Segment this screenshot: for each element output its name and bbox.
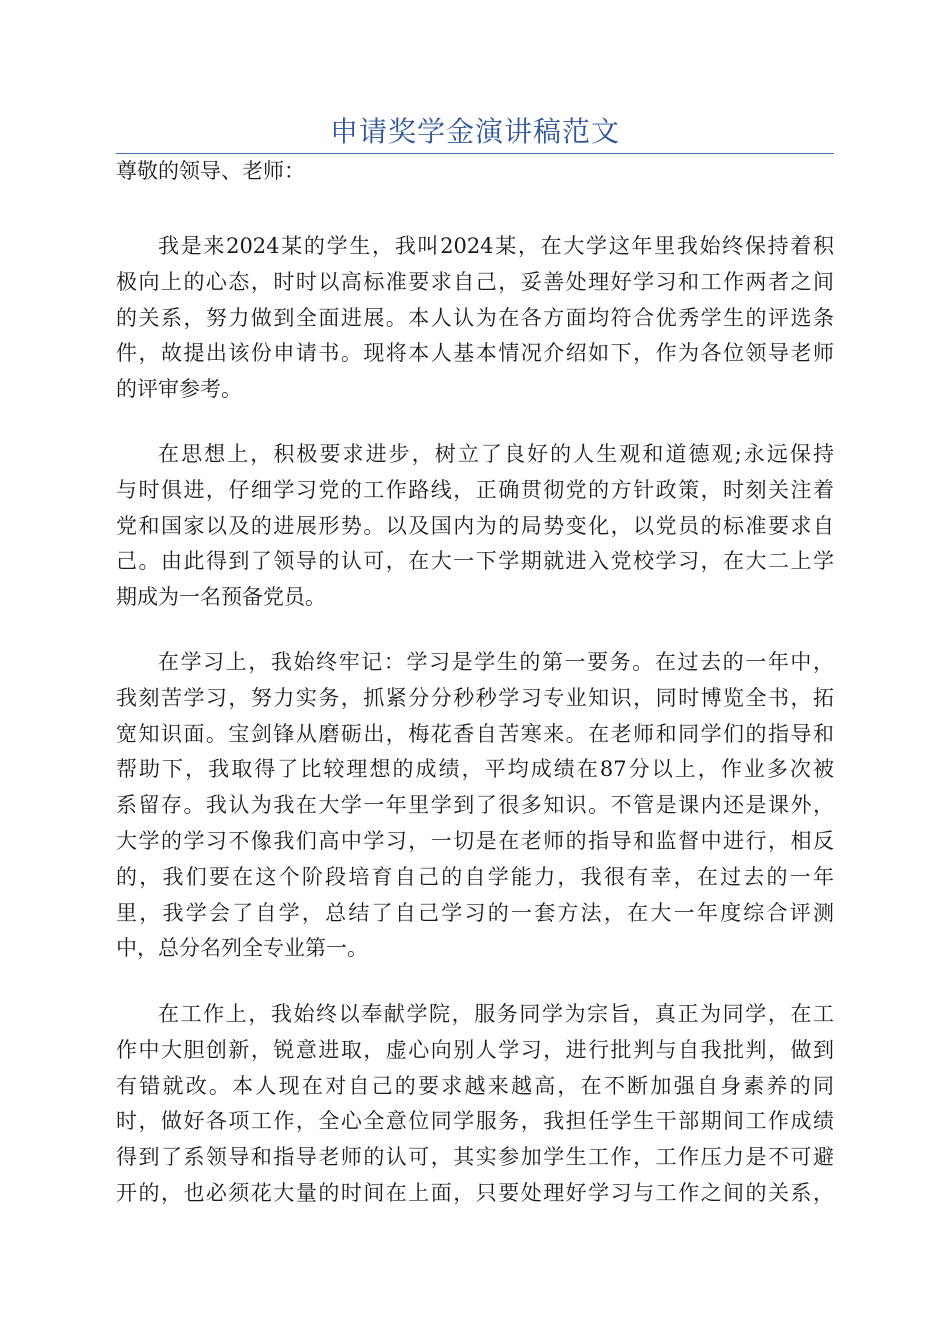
paragraph-line: 中，总分名列全专业第一。	[116, 936, 368, 961]
paragraph-line: 帮助下，我取得了比较理想的成绩，平均成绩在87分以上，作业多次被	[116, 757, 834, 782]
paragraph-line: 开的，也必须花大量的时间在上面，只要处理好学习与工作之间的关系，	[116, 1180, 834, 1205]
paragraph-line: 时，做好各项工作，全心全意位同学服务，我担任学生干部期间工作成绩	[116, 1109, 834, 1134]
paragraph-line: 件，故提出该份申请书。现将本人基本情况介绍如下，作为各位领导老师	[116, 341, 834, 366]
paragraph-line: 与时俱进，仔细学习党的工作路线，正确贯彻党的方针政策，时刻关注着	[116, 477, 834, 502]
paragraph-4	[116, 997, 834, 1212]
paragraph-line: 期成为一名预备党员。	[116, 585, 326, 610]
document-title: 申请奖学金演讲稿范文	[329, 115, 620, 148]
paragraph-1	[116, 229, 834, 408]
paragraph-line: 己。由此得到了领导的认可，在大一下学期就进入党校学习，在大二上学	[116, 549, 834, 574]
paragraph-line: 系留存。我认为我在大学一年里学到了很多知识。不管是课内还是课外，	[116, 793, 834, 818]
paragraph-line: 极向上的心态，时时以高标准要求自己，妥善处理好学习和工作两者之间	[116, 269, 834, 294]
paragraph-line: 宽知识面。宝剑锋从磨砺出，梅花香自苦寒来。在老师和同学们的指导和	[116, 721, 834, 746]
paragraph-3	[116, 645, 834, 967]
paragraph-line: 在工作上，我始终以奉献学院，服务同学为宗旨，真正为同学，在工	[158, 1002, 834, 1026]
paragraph-line: 的，我们要在这个阶段培育自己的自学能力，我很有幸，在过去的一年	[116, 864, 834, 889]
paragraph-line: 党和国家以及的进展形势。以及国内为的局势变化，以党员的标准要求自	[116, 513, 834, 538]
paragraph-line: 里，我学会了自学，总结了自己学习的一套方法，在大一年度综合评测	[116, 900, 834, 925]
paragraph-line: 在学习上，我始终牢记：学习是学生的第一要务。在过去的一年中，	[158, 650, 834, 674]
greeting-line: 尊敬的领导、老师：	[116, 159, 305, 183]
paragraph-line: 得到了系领导和指导老师的认可，其实参加学生工作，工作压力是不可避	[116, 1145, 834, 1170]
paragraph-line: 在思想上，积极要求进步，树立了良好的人生观和道德观;永远保持	[158, 442, 834, 466]
paragraph-line: 的关系，努力做到全面进展。本人认为在各方面均符合优秀学生的评选条	[116, 305, 834, 330]
paragraph-line: 我刻苦学习，努力实务，抓紧分分秒秒学习专业知识，同时博览全书，拓	[116, 685, 834, 710]
paragraph-2	[116, 437, 834, 616]
paragraph-line: 的评审参考。	[116, 377, 242, 402]
paragraph-line: 有错就改。本人现在对自己的要求越来越高，在不断加强自身素养的同	[116, 1073, 834, 1098]
paragraph-line: 作中大胆创新，锐意进取，虚心向别人学习，进行批判与自我批判，做到	[116, 1037, 834, 1062]
paragraph-line: 大学的学习不像我们高中学习，一切是在老师的指导和监督中进行，相反	[116, 828, 834, 853]
paragraph-line: 我是来2024某的学生，我叫2024某，在大学这年里我始终保持着积	[158, 234, 834, 258]
